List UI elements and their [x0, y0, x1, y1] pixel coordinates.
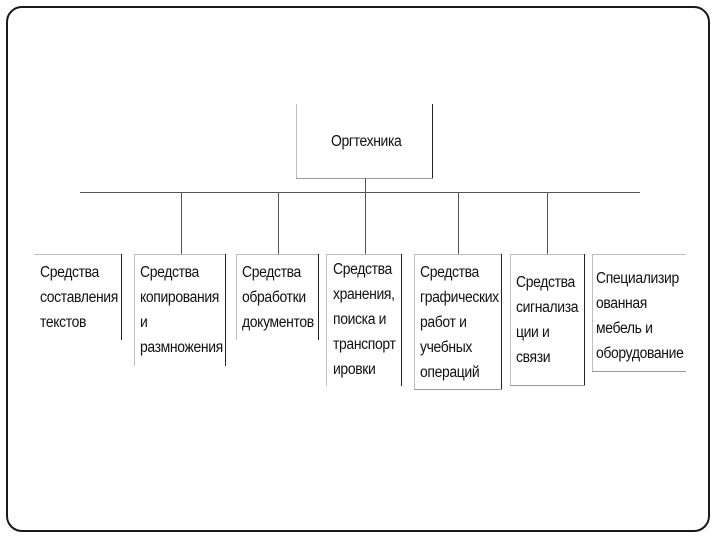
child-box-edge [584, 254, 585, 386]
child-box-edge [510, 254, 511, 386]
child-box-edge [510, 254, 585, 255]
child-node-label: Средства сигнализа ции и связи [516, 274, 579, 366]
child-box-edge [121, 254, 122, 340]
connector-drop-5 [458, 192, 459, 254]
child-box-edge [134, 254, 135, 366]
child-node-label: Средства хранения, поиска и транспорт ировки [333, 261, 396, 378]
child-node-label: Средства копирования и размножения [140, 264, 223, 356]
child-node-label: Средства составления текстов [40, 264, 118, 331]
child-node-label: Специализир ованная мебель и оборудование [596, 270, 684, 362]
child-box-edge [592, 371, 686, 372]
connector-drop-6 [547, 192, 548, 254]
child-box-edge [225, 254, 226, 366]
child-box-edge [401, 254, 402, 386]
connector-drop-3 [278, 192, 279, 254]
child-box-edge [318, 254, 319, 340]
connector-drop-2 [181, 192, 182, 254]
child-box-edge [592, 254, 593, 372]
child-box-edge [134, 254, 226, 255]
child-box-edge [34, 254, 122, 255]
child-box-edge [236, 254, 237, 340]
child-box-edge [236, 254, 319, 255]
root-node-label: Оргтехника [331, 133, 402, 150]
root-box-edge [432, 104, 433, 178]
child-box-edge [326, 254, 402, 255]
child-box-edge [414, 254, 415, 390]
connector-drop-4 [365, 192, 366, 254]
child-box-edge [501, 254, 502, 390]
connector-horizontal-bus [80, 192, 640, 193]
child-node-label: Средства обработки документов [242, 264, 314, 331]
child-node-label: Средства графических работ и учебных операций [420, 264, 499, 381]
connector-trunk [365, 178, 366, 192]
child-box-edge [326, 254, 327, 386]
child-box-edge [414, 389, 502, 390]
child-box-edge [414, 254, 502, 255]
child-box-edge [510, 385, 585, 386]
child-box-edge [592, 254, 686, 255]
root-box-edge [296, 104, 297, 178]
